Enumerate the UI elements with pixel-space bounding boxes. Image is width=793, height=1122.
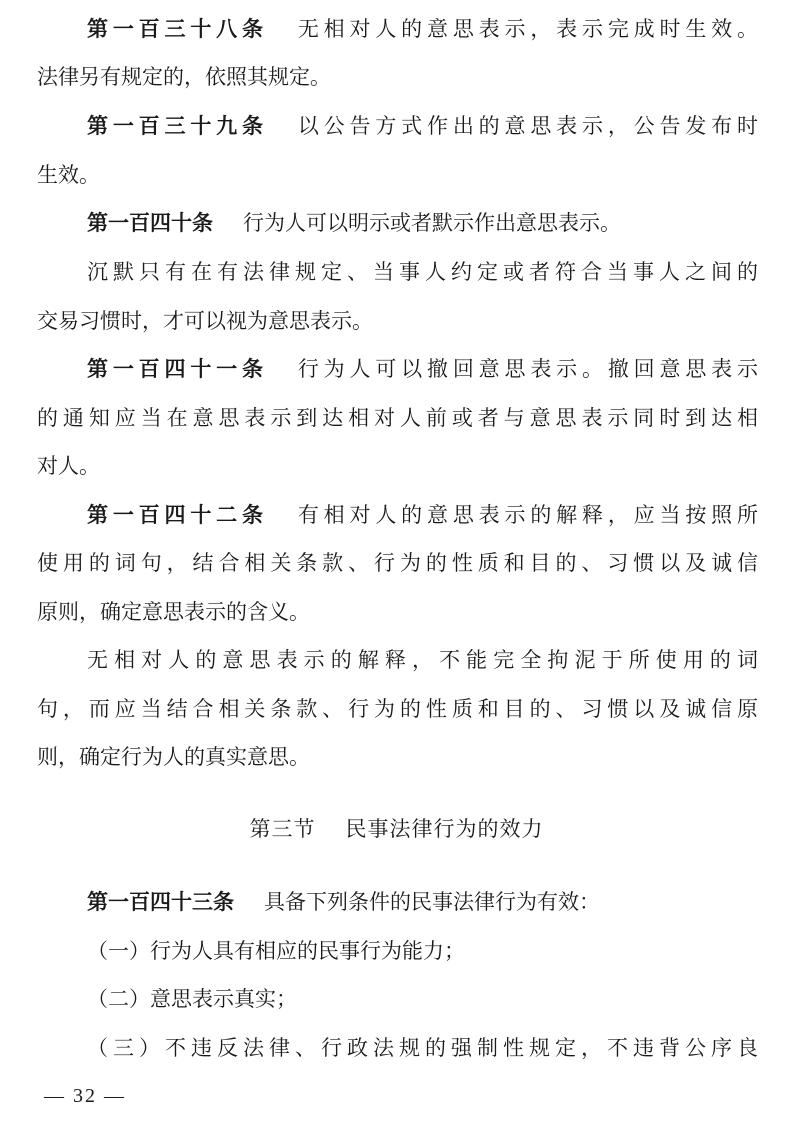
article-141-line-2: 的通知应当在意思表示到达相对人前或者与意思表示同时到达相 <box>37 406 758 430</box>
article-140-para-2-line-2: 交易习惯时，才可以视为意思表示。 <box>37 309 373 333</box>
article-143-line-1 <box>87 887 758 917</box>
article-141-text: 行为人可以撤回意思表示。撤回意思表示 <box>297 357 759 381</box>
section-title: 民事法律行为的效力 <box>345 817 544 841</box>
section-heading <box>0 814 793 844</box>
article-141-line-3: 对人。 <box>37 454 100 478</box>
article-140-line-1 <box>87 208 758 238</box>
page-number: — 32 — <box>44 1085 126 1107</box>
article-141-number: 第一百四十一条 <box>87 357 268 381</box>
section-number: 第三节 <box>249 817 316 841</box>
article-142-para-2-line-2: 句，而应当结合相关条款、行为的性质和目的、习惯以及诚信原 <box>37 697 758 721</box>
article-142-para-2-line-1: 无相对人的意思表示的解释，不能完全拘泥于所使用的词 <box>87 648 758 672</box>
article-143-item-3: （三）不违反法律、行政法规的强制性规定，不违背公序良 <box>87 1036 758 1060</box>
article-142-line-3: 原则，确定意思表示的含义。 <box>37 600 310 624</box>
article-139-text: 以公告方式作出的意思表示，公告发布时 <box>297 114 759 138</box>
article-138-line-2: 法律另有规定的，依照其规定。 <box>37 65 331 89</box>
article-143-item-2: （二）意思表示真实； <box>87 987 297 1011</box>
article-138-line-1 <box>87 14 758 44</box>
article-140-para-2-line-1: 沉默只有在有法律规定、当事人约定或者符合当事人之间的 <box>87 260 758 284</box>
article-142-text: 有相对人的意思表示的解释，应当按照所 <box>297 503 759 527</box>
article-140-text: 行为人可以明示或者默示作出意思表示。 <box>243 211 621 235</box>
article-138-number: 第一百三十八条 <box>87 17 268 41</box>
article-143-number: 第一百四十三条 <box>87 890 234 914</box>
article-138-text: 无相对人的意思表示，表示完成时生效。 <box>297 17 759 41</box>
article-143-text: 具备下列条件的民事法律行为有效： <box>264 890 600 914</box>
article-142-number: 第一百四十二条 <box>87 503 268 527</box>
article-139-line-2: 生效。 <box>37 163 100 187</box>
article-142-line-1 <box>87 500 758 530</box>
article-140-number: 第一百四十条 <box>87 211 213 235</box>
article-141-line-1 <box>87 354 758 384</box>
article-142-para-2-line-3: 则，确定行为人的真实意思。 <box>37 745 310 769</box>
article-142-line-2: 使用的词句，结合相关条款、行为的性质和目的、习惯以及诚信 <box>37 551 758 575</box>
article-139-line-1 <box>87 111 758 141</box>
article-143-item-1: （一）行为人具有相应的民事行为能力； <box>87 939 465 963</box>
article-139-number: 第一百三十九条 <box>87 114 268 138</box>
